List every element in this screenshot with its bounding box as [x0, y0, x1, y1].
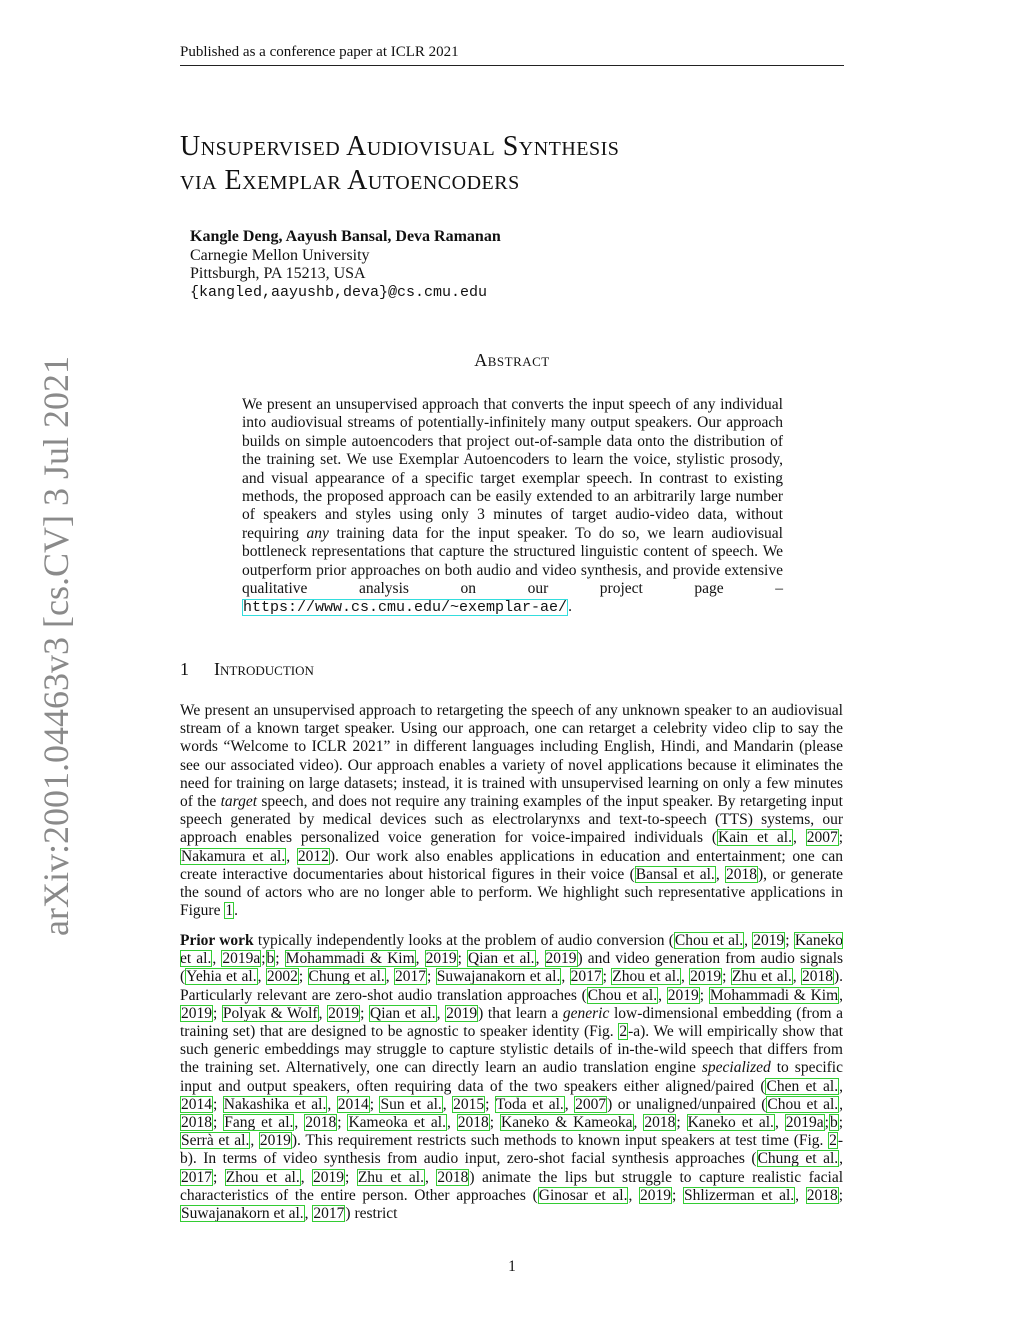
citation-link[interactable]: 2018: [725, 865, 757, 883]
citation-link[interactable]: Chou et al.: [587, 986, 658, 1004]
intro-paragraph: We present an unsupervised approach to retargeting the speech of any unknown speaker to an audiovisual stream of a known target speaker. Using our approach, one can retarget a celebrity video clip to say the words “Welcome to ICLR 2021” in different languages including English, Hindi, and Mandarin (please see our associated video). Our approach enables a variety of novel applications because it eliminates the need for training on large datasets; instead, it is trained with unsupervised learning on only a few minutes of the target speech, and does not require any training examples of the input speaker. By retargeting input speech generated by medical devices such as electrolarynxs and text-to-speech (TTS) systems, our approach enables personalized voice generation for voice-impaired individuals (Kain et al., 2007; Nakamura et al., 2012). Our work also enables applications in education and entertainment; one can create interactive documentaries about historical figures in their voice (Bansal et al., 2018), or generate the sound of actors who are no longer able to perform. We highlight such representative applications in Figure 1.: [180, 702, 844, 920]
citation-link[interactable]: b: [829, 1114, 838, 1132]
body-text: ). Our work also enables applications in education and entertainment; one can create interactive documentaries about historical figures in their voice (: [180, 847, 844, 883]
author-names: Kangle Deng, Aayush Bansal, Deva Ramanan: [190, 228, 501, 245]
body-text: ) or unaligned/unpaired (: [607, 1095, 767, 1113]
citation-link[interactable]: 2019: [667, 986, 699, 1004]
body-text: low-dimensional embedding (from a training set) that are designed to be agnostic to speaker identity (Fig.: [180, 1004, 843, 1041]
citation-link[interactable]: Mohammadi & Kim: [285, 950, 415, 968]
emphasis: target: [220, 793, 258, 811]
citation-link[interactable]: Shlizerman et al.: [683, 1186, 795, 1204]
project-page-link[interactable]: https://www.cs.cmu.edu/~exemplar-ae/: [243, 599, 568, 617]
section-title: Introduction: [214, 659, 314, 679]
figure-ref-link[interactable]: 2: [619, 1023, 628, 1041]
citation-link[interactable]: Chou et al.: [674, 932, 744, 949]
section-heading: [180, 659, 314, 680]
author-affiliation: Carnegie Mellon University: [190, 246, 370, 264]
citation-link[interactable]: Chung et al.: [308, 968, 385, 986]
citation-link[interactable]: 2007: [806, 829, 838, 847]
body-text: ), or generate the sound of actors who are no longer able to perform. We highlight such representative applications in Figure: [180, 865, 844, 920]
body-text: speech, and does not require any training examples of the input speaker. By retargeting input speech generated by medical devices such as electrolarynxs and text-to-speech (TTS) systems, our approach enables personalized voice generation for voice-impaired individuals (: [180, 793, 843, 847]
citation-link[interactable]: Chen et al.: [766, 1077, 839, 1095]
citation-link[interactable]: Zhu et al.: [357, 1168, 424, 1186]
citation-link[interactable]: 2012: [297, 847, 329, 865]
citation-link[interactable]: 2019: [328, 1004, 360, 1022]
header-rule: [180, 65, 844, 66]
author-block: [190, 228, 501, 302]
arxiv-sidebar-stamp: arXiv:2001.04463v3 [cs.CV] 3 Jul 2021: [36, 356, 76, 936]
body-text: typically independently looks at the problem of audio conversion (: [253, 932, 674, 949]
citation-link[interactable]: 2019: [425, 950, 457, 968]
citation-link[interactable]: 2018: [305, 1114, 337, 1132]
citation-link[interactable]: Sun et al.: [380, 1095, 442, 1113]
citation-link[interactable]: 2019: [690, 968, 722, 986]
citation-link[interactable]: 2018: [437, 1168, 469, 1186]
citation-link[interactable]: 2018: [806, 1186, 838, 1204]
citation-link[interactable]: b: [266, 950, 275, 968]
body-text: ) that learn a: [478, 1004, 563, 1022]
citation-link[interactable]: Bansal et al.: [635, 865, 715, 883]
body-text: -b). In terms of video synthesis from audio input, zero-shot facial synthesis approaches (: [180, 1132, 844, 1168]
citation-link[interactable]: Qian et al.: [370, 1004, 436, 1022]
citation-link[interactable]: 2014: [181, 1095, 212, 1113]
author-email: {kangled,aayushb,deva}@cs.cmu.edu: [190, 283, 488, 301]
citation-link[interactable]: Nakamura et al.: [181, 847, 286, 865]
author-address: Pittsburgh, PA 15213, USA: [190, 265, 366, 282]
abstract-body: [242, 396, 783, 618]
page-number: 1: [508, 1258, 516, 1275]
citation-link[interactable]: Ginosar et al.: [538, 1186, 628, 1204]
citation-link[interactable]: Kaneko et al.: [687, 1114, 774, 1132]
citation-link[interactable]: 2019: [259, 1132, 291, 1150]
body-text: ) restrict: [345, 1205, 398, 1223]
abstract-text: .: [568, 598, 572, 616]
citation-link[interactable]: 2019: [181, 1004, 212, 1022]
citation-link[interactable]: Kaneko et al.: [180, 932, 844, 968]
citation-link[interactable]: Suwajanakorn et al.: [436, 968, 561, 986]
citation-link[interactable]: 2017: [181, 1168, 212, 1186]
citation-link[interactable]: Polyak & Wolf: [222, 1004, 318, 1022]
abstract-emphasis: any: [306, 524, 329, 542]
body-text: ) animate the lips but struggle to capture realistic facial characteristics of the entire person. Other approaches (: [180, 1168, 844, 1204]
citation-link[interactable]: 2007: [575, 1095, 607, 1113]
citation-link[interactable]: 2019: [753, 932, 785, 949]
citation-link[interactable]: 2019a: [785, 1114, 824, 1132]
citation-link[interactable]: Suwajanakorn et al.: [181, 1205, 304, 1223]
figure-ref-link[interactable]: 1: [225, 902, 234, 920]
citation-link[interactable]: Fang et al.: [224, 1114, 294, 1132]
figure-ref-link[interactable]: 2: [829, 1132, 837, 1150]
citation-link[interactable]: 2019: [545, 950, 577, 968]
citation-link[interactable]: 2017: [313, 1205, 345, 1223]
citation-link[interactable]: 2017: [570, 968, 602, 986]
body-text: ). This requirement restricts such methods to known input speakers at test time (Fig.: [291, 1132, 829, 1150]
abstract-text: training data for the input speaker. To do so, we learn audiovisual bottleneck representations that capture the structured linguistic content of speech. We outperform prior approaches on both audio and video synthesis, and provide extensive qualitative analysis on our project page –: [242, 524, 783, 598]
citation-link[interactable]: 2002: [266, 968, 298, 986]
citation-link[interactable]: 2018: [644, 1114, 676, 1132]
citation-link[interactable]: Qian et al.: [468, 950, 535, 968]
citation-link[interactable]: Kain et al.: [718, 829, 792, 847]
running-header: Published as a conference paper at ICLR 2021: [180, 44, 459, 60]
citation-link[interactable]: Serrà et al.: [181, 1132, 250, 1150]
citation-link[interactable]: 2019: [446, 1004, 478, 1022]
paper-title: [180, 130, 619, 198]
citation-link[interactable]: Yehia et al.: [186, 968, 257, 986]
citation-link[interactable]: 2018: [181, 1114, 212, 1132]
body-text: to specific input and output speakers, often requiring data of the two speakers either aligned/paired (: [180, 1059, 843, 1095]
citation-link[interactable]: Kameoka et al.: [348, 1114, 446, 1132]
emphasis: generic: [562, 1004, 610, 1022]
citation-link[interactable]: 2019a: [222, 950, 261, 968]
citation-link[interactable]: Chou et al.: [767, 1095, 839, 1113]
citation-link[interactable]: Zhu et al.: [731, 968, 792, 986]
emphasis: specialized: [701, 1059, 771, 1077]
body-text: ) and video generation from audio signals (: [180, 950, 844, 986]
citation-link[interactable]: Kaneko & Kameoka: [501, 1114, 633, 1132]
citation-link[interactable]: 2014: [337, 1095, 369, 1113]
abstract-heading: Abstract: [474, 350, 550, 370]
citation-link[interactable]: Zhou et al.: [225, 1168, 300, 1186]
body-text: .: [234, 902, 238, 920]
citation-link[interactable]: 2018: [457, 1114, 489, 1132]
body-text: -a). We will empirically show that such generic embeddings may struggle to capture stylistic details of in-the-wild speech that differs from the training set. Alternatively, one can directly learn an audio translation engine: [180, 1023, 844, 1077]
section-number: 1: [180, 659, 189, 679]
citation-link[interactable]: 2015: [453, 1095, 485, 1113]
citation-link[interactable]: Nakashika et al.: [223, 1095, 327, 1113]
citation-link[interactable]: Zhou et al.: [612, 968, 680, 986]
abstract-text: We present an unsupervised approach that converts the input speech of any individual into audiovisual streams of potentially-infinitely many output speakers. Our approach builds on simple autoencoders that project out-of-sample data onto the distribution of the training set. We use Exemplar Autoencoders to learn the voice, stylistic prosody, and visual appearance of a specific target exemplar speech. In contrast to existing methods, the proposed approach can be easily extended to an arbitrarily large number of speakers and styles using only 3 minutes of target audio-video data, without requiring: [242, 396, 783, 542]
citation-link[interactable]: Mohammadi & Kim: [709, 986, 839, 1004]
title-line-2: via Exemplar Autoencoders: [180, 165, 520, 196]
citation-link[interactable]: 2018: [802, 968, 834, 986]
body-text: ). Particularly relevant are zero-shot audio translation approaches (: [180, 968, 844, 1004]
citation-link[interactable]: Chung et al.: [757, 1150, 839, 1168]
body-text: We present an unsupervised approach to retargeting the speech of any unknown speaker to an audiovisual stream of a known target speaker. Using our approach, one can retarget a celebrity video clip to say the words “Welcome to ICLR 2021” in different languages including English, Hindi, and Mandarin (please see our associated video). Our approach enables a variety of novel applications because it eliminates the need for training on large datasets; instead, it is trained with unsupervised learning on only a few minutes of the: [180, 702, 843, 811]
prior-work-paragraph: Prior work typically independently looks at the problem of audio conversion (Chou et al., 2019; Kaneko et al., 2019a;b; Mohammadi & Kim, 2019; Qian et al., 2019) and video generation from audio signals (Yehia et al., 2002; Chung et al., 2017; Suwajanakorn et al., 2017; Zhou et al., 2019; Zhu et al., 2018). Particularly relevant are zero-shot audio translation approaches (Chou et al., 2019; Mohammadi & Kim, 2019; Polyak & Wolf, 2019; Qian et al., 2019) that learn a generic low-dimensional embedding (from a training set) that are designed to be agnostic to speaker identity (Fig. 2-a). We will empirically show that such generic embeddings may struggle to capture stylistic details of in-the-wild speech that differs from the training set. Alternatively, one can directly learn an audio translation engine specialized to specific input and output speakers, often requiring data of the two speakers either aligned/paired (Chen et al., 2014; Nakashika et al., 2014; Sun et al., 2015; Toda et al., 2007) or unaligned/unpaired (Chou et al., 2018; Fang et al., 2018; Kameoka et al., 2018; Kaneko & Kameoka, 2018; Kaneko et al., 2019a;b; Serrà et al., 2019). This requirement restricts such methods to known input speakers at test time (Fig. 2-b). In terms of video synthesis from audio input, zero-shot facial synthesis approaches (Chung et al., 2017; Zhou et al., 2019; Zhu et al., 2018) animate the lips but struggle to capture realistic facial characteristics of the entire person. Other approaches (Ginosar et al., 2019; Shlizerman et al., 2018; Suwajanakorn et al., 2017) restrict: [180, 932, 844, 1223]
paragraph-lead: Prior work: [180, 932, 254, 949]
citation-link[interactable]: 2019: [640, 1186, 671, 1204]
citation-link[interactable]: 2019: [313, 1168, 345, 1186]
citation-link[interactable]: Toda et al.: [495, 1095, 564, 1113]
title-line-1: Unsupervised Audiovisual Synthesis: [180, 131, 620, 162]
citation-link[interactable]: 2017: [395, 968, 427, 986]
